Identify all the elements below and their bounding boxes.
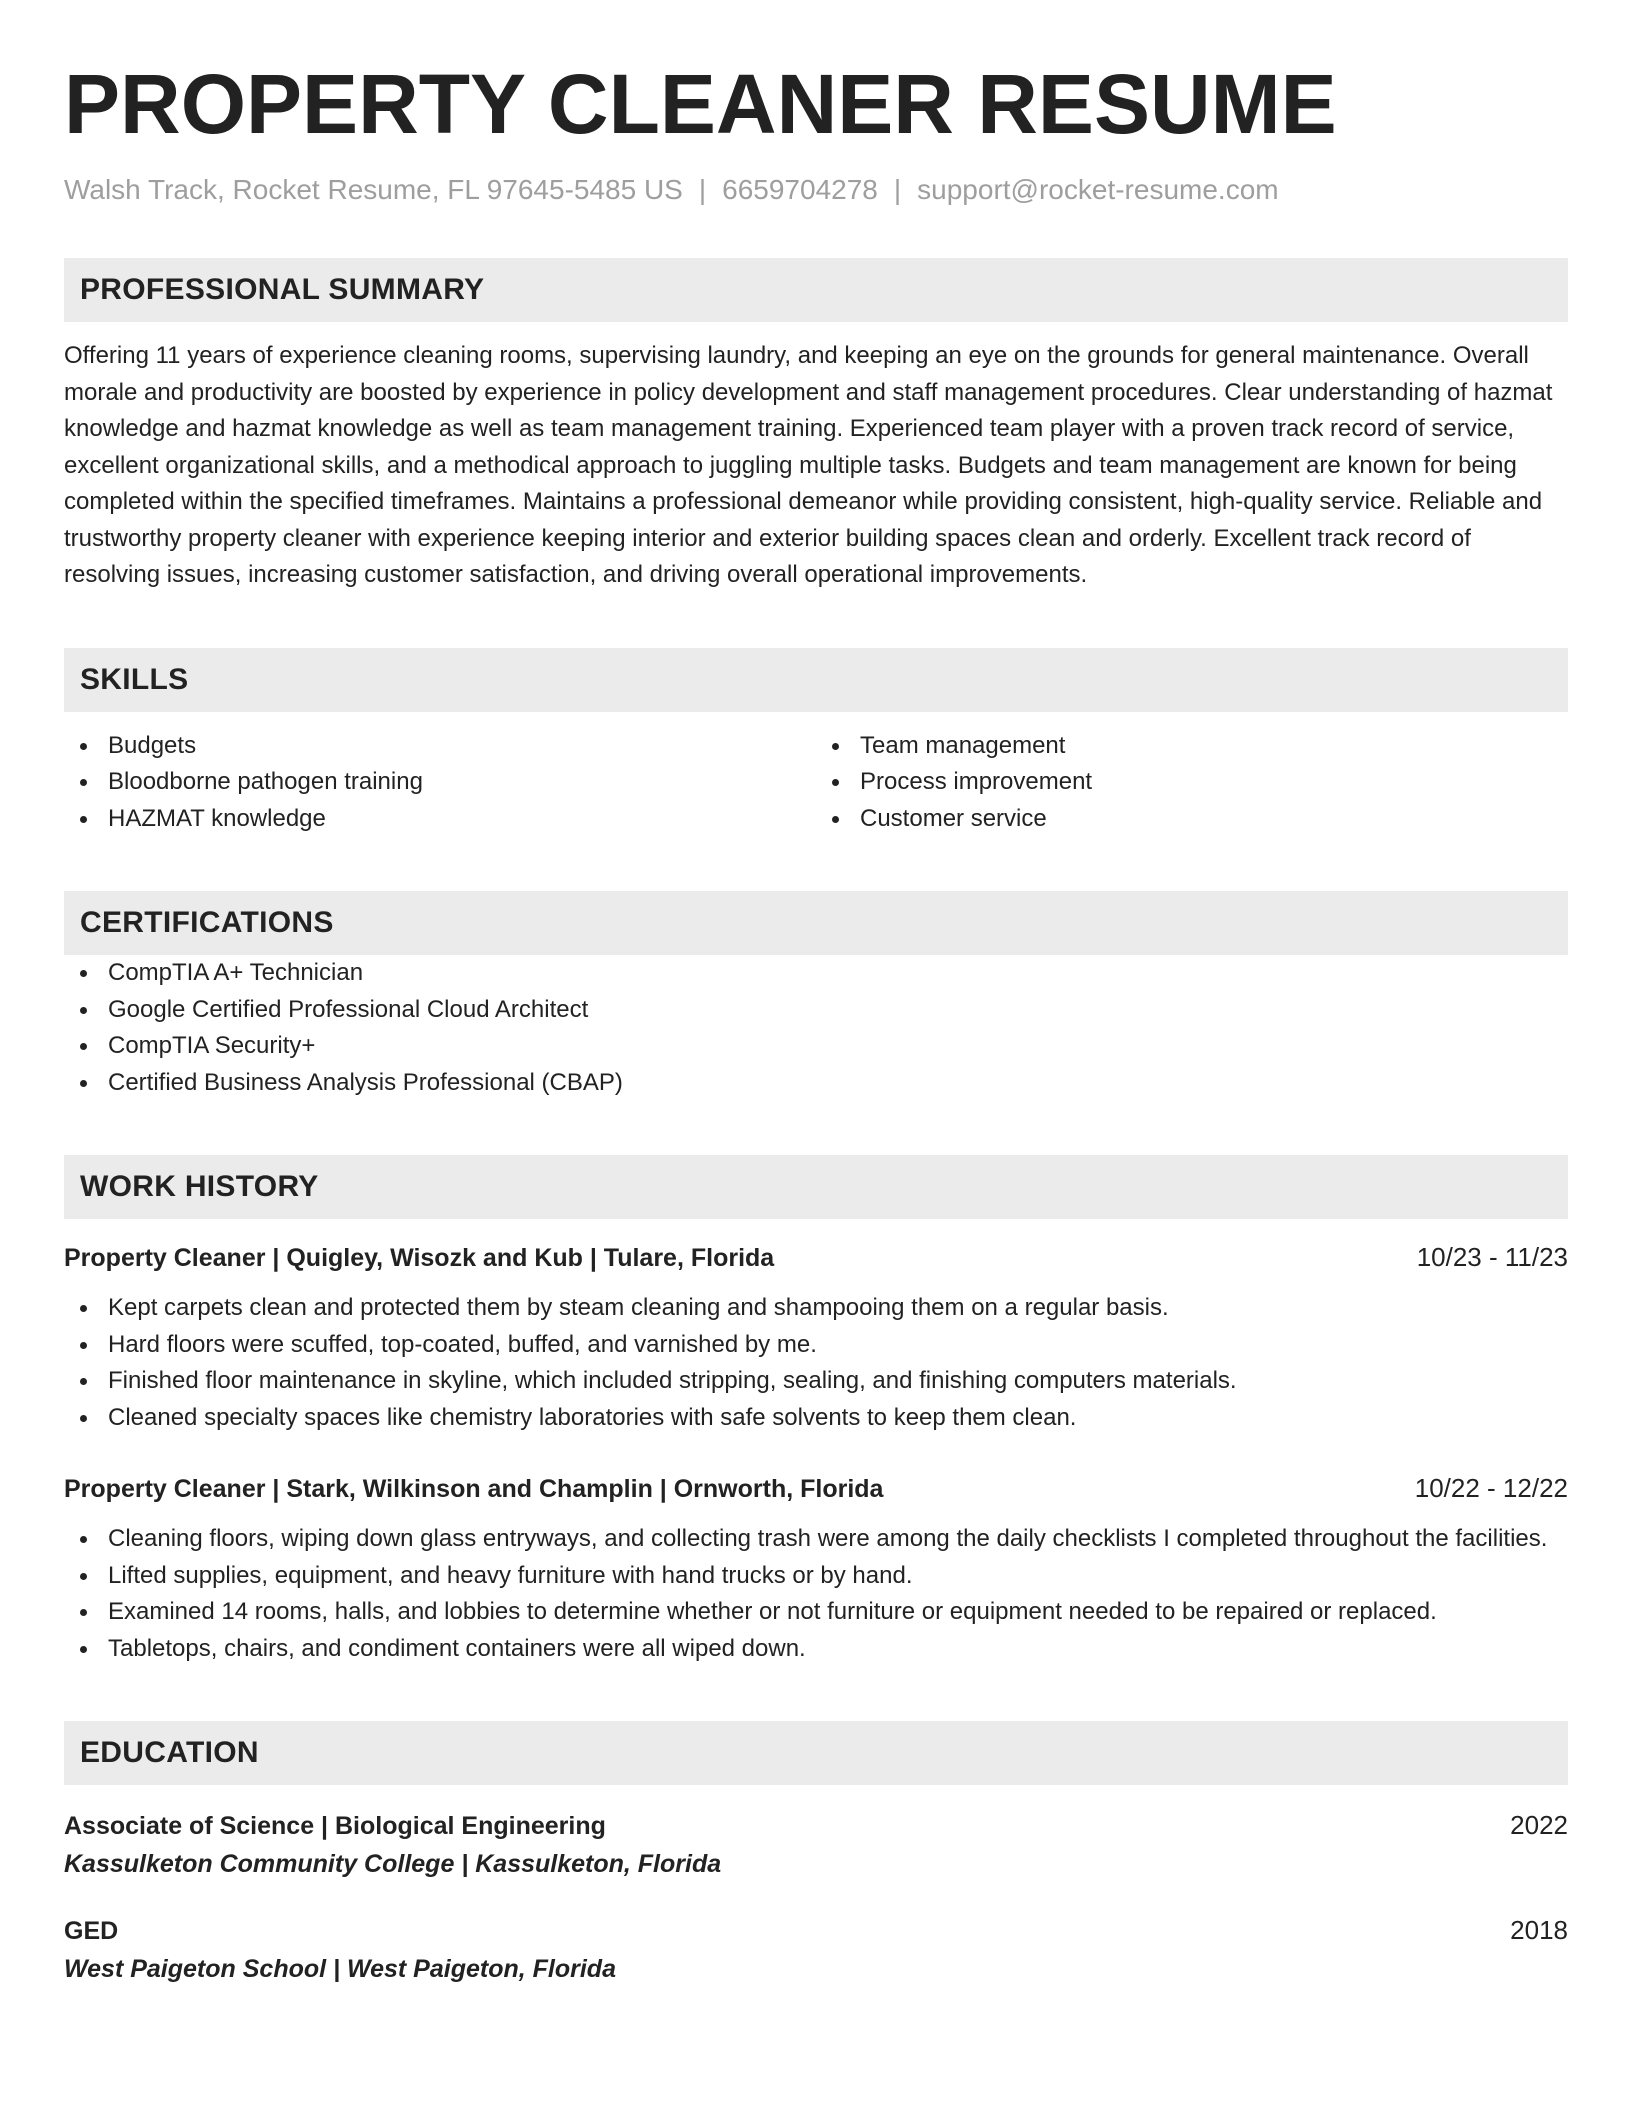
job-entry (64, 1239, 1568, 1436)
education-year: 2018 (1510, 1915, 1568, 1945)
section-heading-summary: PROFESSIONAL SUMMARY (64, 258, 1568, 322)
job-dates: 10/23 - 11/23 (1416, 1242, 1568, 1272)
job-header (64, 1239, 1568, 1276)
job-entry (64, 1470, 1568, 1667)
summary-text: Offering 11 years of experience cleaning rooms, supervising laundry, and keeping an eye on the grounds for general maintenance. Overall morale and productivity are boosted by experience in policy development and staff management procedures. Clear understanding of hazmat knowledge and hazmat knowledge as well as team management training. Experienced team player with a proven track record of service, excellent organizational skills, and a methodical approach to juggling multiple tasks. Budgets and team management are known for being completed within the specified timeframes. Maintains a professional demeanor while providing consistent, high-quality service. Reliable and trustworthy property cleaner with experience keeping interior and exterior building spaces clean and orderly. Excellent track record of resolving issues, increasing customer satisfaction, and driving overall operational improvements. (64, 342, 1553, 588)
skill-item: Team management (816, 728, 1568, 765)
job-bullet: Tabletops, chairs, and condiment containers were all wiped down. (64, 1631, 1568, 1668)
education-header (64, 1807, 1568, 1844)
job-title: Property Cleaner | Quigley, Wisozk and Kub | Tulare, Florida (64, 1244, 775, 1272)
skill-item: Process improvement (816, 764, 1568, 801)
certification-item: Certified Business Analysis Professional (CBAP) (64, 1065, 1568, 1102)
resume-title: PROPERTY CLEANER RESUME (64, 57, 1337, 151)
education-entry (64, 1912, 1568, 1987)
job-bullet: Lifted supplies, equipment, and heavy furniture with hand trucks or by hand. (64, 1558, 1568, 1595)
job-bullet: Cleaned specialty spaces like chemistry laboratories with safe solvents to keep them clean. (64, 1400, 1568, 1437)
contact-phone: 6659704278 (722, 174, 878, 205)
skill-item: Bloodborne pathogen training (64, 764, 816, 801)
contact-address: Walsh Track, Rocket Resume, FL 97645-5485 US (64, 174, 683, 205)
education-header (64, 1912, 1568, 1949)
job-bullet: Finished floor maintenance in skyline, which included stripping, sealing, and finishing computers materials. (64, 1363, 1568, 1400)
job-bullets (64, 1521, 1568, 1667)
education-school: Kassulketon Community College | Kassulketon, Florida (64, 1850, 722, 1878)
job-bullets (64, 1290, 1568, 1436)
education-year: 2022 (1510, 1810, 1568, 1840)
skill-item: Customer service (816, 801, 1568, 838)
contact-separator: | (893, 174, 902, 205)
education-school: West Paigeton School | West Paigeton, Florida (64, 1955, 616, 1983)
job-header (64, 1470, 1568, 1507)
skill-item: HAZMAT knowledge (64, 801, 816, 838)
job-bullet: Kept carpets clean and protected them by steam cleaning and shampooing them on a regular basis. (64, 1290, 1568, 1327)
contact-email: support@rocket-resume.com (917, 174, 1279, 205)
job-dates: 10/22 - 12/22 (1414, 1473, 1568, 1503)
certification-item: CompTIA Security+ (64, 1028, 1568, 1065)
section-heading-work-history: WORK HISTORY (64, 1155, 1568, 1219)
job-bullet: Examined 14 rooms, halls, and lobbies to determine whether or not furniture or equipment needed to be repaired or replaced. (64, 1594, 1568, 1631)
section-heading-certifications: CERTIFICATIONS (64, 891, 1568, 955)
contact-line (64, 172, 1568, 208)
education-degree: Associate of Science | Biological Engineering (64, 1812, 606, 1840)
contact-separator: | (698, 174, 707, 205)
certifications-list (64, 955, 1568, 1101)
education-degree: GED (64, 1917, 119, 1945)
education-entry (64, 1807, 1568, 1882)
job-bullet: Hard floors were scuffed, top-coated, buffed, and varnished by me. (64, 1327, 1568, 1364)
section-heading-education: EDUCATION (64, 1721, 1568, 1785)
skills-grid (64, 728, 1568, 838)
skills-list-left (64, 728, 816, 838)
section-heading-skills: SKILLS (64, 648, 1568, 712)
job-title: Property Cleaner | Stark, Wilkinson and Champlin | Ornworth, Florida (64, 1475, 884, 1503)
job-bullet: Cleaning floors, wiping down glass entryways, and collecting trash were among the daily checklists I completed throughout the facilities. (64, 1521, 1568, 1558)
skill-item: Budgets (64, 728, 816, 765)
certification-item: CompTIA A+ Technician (64, 955, 1568, 992)
certification-item: Google Certified Professional Cloud Architect (64, 992, 1568, 1029)
skills-list-right (816, 728, 1568, 838)
